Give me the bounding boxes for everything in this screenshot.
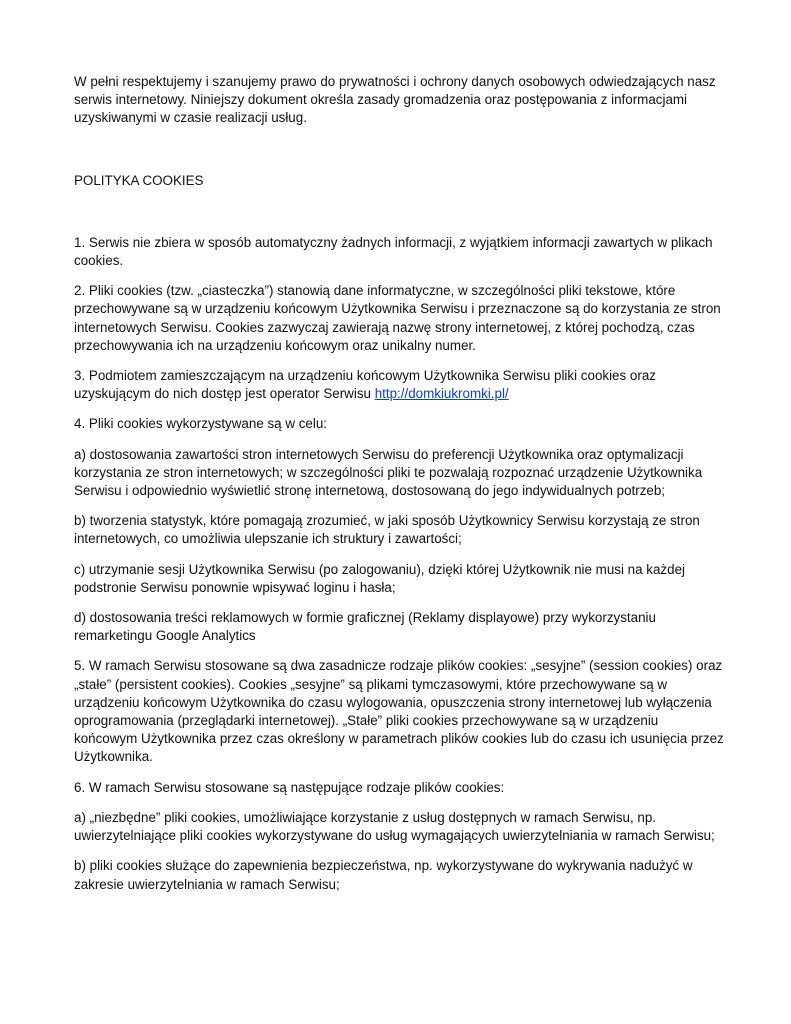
paragraph-4d: d) dostosowania treści reklamowych w formie graficznej (Reklamy displayowe) przy wykorzystaniu remarketingu Google Analytics: [74, 610, 656, 644]
intro-paragraph: W pełni respektujemy i szanujemy prawo do prywatności i ochrony danych osobowych odwiedzających nasz serwis internetowy. Niniejszy dokument określa zasady gromadzenia oraz postępowania z informacjami uzyskiwanymi w czasie realizacji usług.: [74, 74, 716, 126]
paragraph-4b: b) tworzenia statystyk, które pomagają zrozumieć, w jaki sposób Użytkownicy Serwisu korzystają ze stron internetowych, co umożliwia ulepszanie ich struktury i zawartości;: [74, 513, 700, 547]
paragraph-4: 4. Pliki cookies wykorzystywane są w celu:: [74, 416, 328, 432]
paragraph-3-text: 3. Podmiotem zamieszczającym na urządzeniu końcowym Użytkownika Serwisu pliki cookies oraz uzyskującym do nich dostęp jest operator Serwisu: [74, 368, 656, 402]
operator-link[interactable]: http://domkiukromki.pl/: [374, 386, 509, 402]
paragraph-5: 5. W ramach Serwisu stosowane są dwa zasadnicze rodzaje plików cookies: „sesyjne” (session cookies) oraz „stałe” (persistent cookies). Cookies „sesyjne” są plikami tymczasowymi, które przechowywane są w urządzeniu końcowym Użytkownika do czasu wylogowania, opuszczenia strony internetowej lub wyłączenia oprogramowania (przeglądarki internetowej). „Stałe” pliki cookies przechowywane są w urządzeniu końcowym Użytkownika przez czas określony w parametrach plików cookies lub do czasu ich usunięcia przez Użytkownika.: [74, 658, 724, 765]
section-heading: POLITYKA COOKIES: [74, 172, 204, 188]
paragraph-3: [74, 367, 724, 403]
paragraph-6a: a) „niezbędne” pliki cookies, umożliwiające korzystanie z usług dostępnych w ramach Serwisu, np. uwierzytelniające pliki cookies wykorzystywane do usług wymagających uwierzytelniania w ramach Serwisu;: [74, 809, 715, 844]
paragraph-4c: c) utrzymanie sesji Użytkownika Serwisu (po zalogowaniu), dzięki której Użytkownik nie musi na każdej podstronie Serwisu ponownie wpisywać loginu i hasła;: [74, 561, 685, 595]
paragraph-6: 6. W ramach Serwisu stosowane są następujące rodzaje plików cookies:: [74, 779, 505, 795]
paragraph-1: 1. Serwis nie zbiera w sposób automatyczny żadnych informacji, z wyjątkiem informacji zawartych w plikach cookies.: [74, 234, 713, 269]
paragraph-6b: b) pliki cookies służące do zapewnienia bezpieczeństwa, np. wykorzystywane do wykrywania nadużyć w zakresie uwierzytelniania w ramach Serwisu;: [74, 858, 693, 892]
paragraph-4a: a) dostosowania zawartości stron internetowych Serwisu do preferencji Użytkownika oraz optymalizacji korzystania ze stron internetowych; w szczególności pliki te pozwalają rozpoznać urządzenie Użytkownika Serwisu i odpowiednio wyświetlić stronę internetową, dostosowaną do jego indywidualnych potrzeb;: [74, 446, 703, 499]
paragraph-2: 2. Pliki cookies (tzw. „ciasteczka”) stanowią dane informatyczne, w szczególności pliki tekstowe, które przechowywane są w urządzeniu końcowym Użytkownika Serwisu i przeznaczone są do korzystania ze stron internetowych Serwisu. Cookies zazwyczaj zawierają nazwę strony internetowej, z której pochodzą, czas przechowywania ich na urządzeniu końcowym oraz unikalny numer.: [74, 283, 721, 353]
document-page: [74, 73, 724, 906]
